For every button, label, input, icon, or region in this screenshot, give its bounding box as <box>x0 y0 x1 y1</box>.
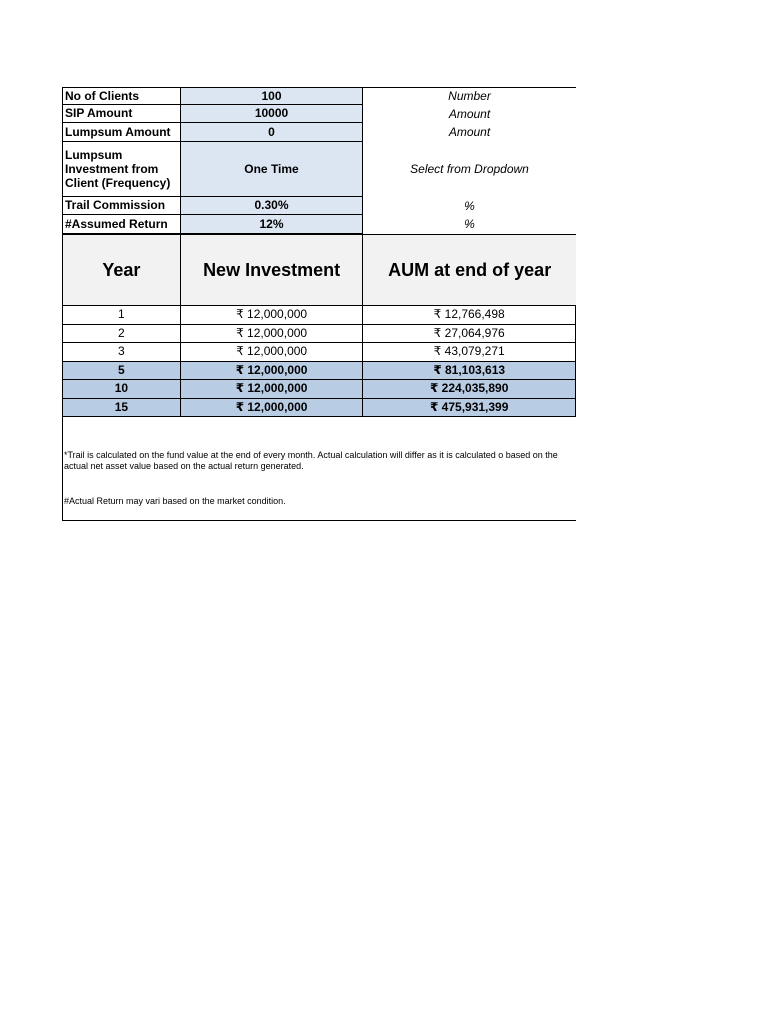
aum-cell[interactable]: ₹ 475,931,399 <box>363 399 576 417</box>
investment-cell[interactable]: ₹ 12,000,000 <box>181 380 364 398</box>
investment-cell[interactable]: ₹ 12,000,000 <box>181 362 364 380</box>
input-note[interactable]: Select from Dropdown <box>410 162 529 176</box>
header-year[interactable]: Year <box>63 235 181 305</box>
year-cell[interactable]: 5 <box>63 362 181 380</box>
aum-cell[interactable]: ₹ 27,064,976 <box>363 325 576 343</box>
spreadsheet <box>62 87 576 521</box>
table-row-highlighted <box>62 380 576 399</box>
investment-cell[interactable]: ₹ 12,000,000 <box>181 343 364 361</box>
table-row <box>62 343 576 362</box>
input-note[interactable]: % <box>464 198 475 213</box>
table-row <box>62 306 576 325</box>
input-row-clients <box>62 87 576 105</box>
table-row-highlighted <box>62 362 576 381</box>
aum-cell[interactable]: ₹ 12,766,498 <box>363 306 576 324</box>
year-cell[interactable]: 10 <box>63 380 181 398</box>
input-note[interactable]: % <box>464 217 475 231</box>
input-note[interactable]: Amount <box>448 106 491 121</box>
input-label[interactable]: Trail Commission <box>62 197 180 215</box>
year-cell[interactable]: 15 <box>63 399 181 417</box>
header-aum[interactable]: AUM at end of year <box>388 259 552 280</box>
table-row-highlighted <box>62 399 576 418</box>
input-label[interactable]: No of Clients <box>62 87 180 105</box>
table-header <box>62 234 576 306</box>
input-value[interactable]: 12% <box>180 215 363 234</box>
header-new-investment[interactable]: New Investment <box>181 235 364 305</box>
aum-cell[interactable]: ₹ 81,103,613 <box>363 362 576 380</box>
investment-cell[interactable]: ₹ 12,000,000 <box>181 399 364 417</box>
return-note[interactable]: #Actual Return may vari based on the market condition. <box>64 496 286 506</box>
input-label[interactable]: SIP Amount <box>62 105 180 123</box>
input-row-return <box>62 215 576 234</box>
input-value[interactable]: 0.30% <box>180 197 363 215</box>
input-note[interactable]: Number <box>448 88 491 103</box>
year-cell[interactable]: 1 <box>63 306 181 324</box>
aum-cell[interactable]: ₹ 43,079,271 <box>363 343 576 361</box>
trail-note[interactable]: *Trail is calculated on the fund value at the end of every month. Actual calculation will differ as it is calculated o based on the actual net asset value based on the actual return generated. <box>64 450 558 471</box>
year-cell[interactable]: 3 <box>63 343 181 361</box>
input-value[interactable]: 10000 <box>180 105 363 123</box>
investment-cell[interactable]: ₹ 12,000,000 <box>181 325 364 343</box>
input-label[interactable]: Lumpsum Investment from Client (Frequency) <box>62 142 180 197</box>
input-row-frequency <box>62 142 576 197</box>
investment-cell[interactable]: ₹ 12,000,000 <box>181 306 364 324</box>
frequency-dropdown[interactable]: One Time <box>180 142 363 197</box>
table-row <box>62 325 576 344</box>
notes-area <box>62 417 576 521</box>
input-row-trail <box>62 197 576 215</box>
year-cell[interactable]: 2 <box>63 325 181 343</box>
input-label[interactable]: #Assumed Return <box>62 215 180 234</box>
top-border <box>363 87 576 88</box>
aum-cell[interactable]: ₹ 224,035,890 <box>363 380 576 398</box>
input-label[interactable]: Lumpsum Amount <box>62 123 180 142</box>
input-value[interactable]: 100 <box>180 87 363 105</box>
input-row-lumpsum <box>62 123 576 142</box>
input-value[interactable]: 0 <box>180 123 363 142</box>
input-row-sip <box>62 105 576 123</box>
input-note[interactable]: Amount <box>448 125 491 139</box>
